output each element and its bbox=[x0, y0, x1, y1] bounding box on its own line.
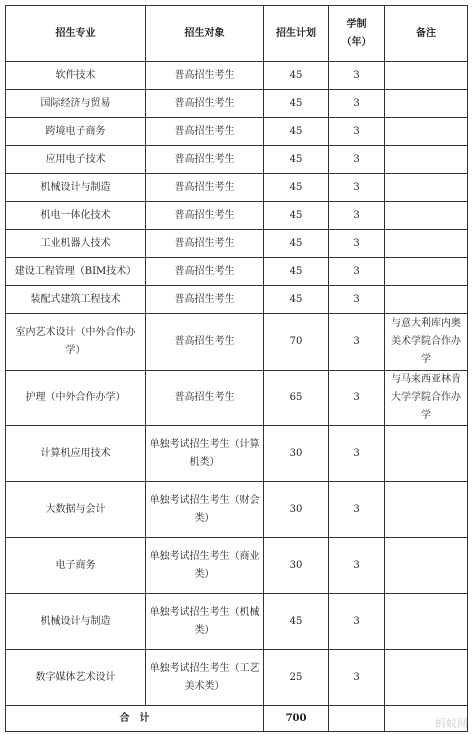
cell-major: 跨境电子商务 bbox=[6, 118, 146, 146]
cell-remark bbox=[385, 258, 468, 286]
enrollment-plan-table bbox=[5, 5, 468, 732]
table-row bbox=[6, 482, 468, 538]
cell-plan: 45 bbox=[264, 258, 329, 286]
table-row bbox=[6, 314, 468, 371]
cell-major: 应用电子技术 bbox=[6, 146, 146, 174]
cell-years: 3 bbox=[329, 482, 385, 538]
cell-plan: 45 bbox=[264, 174, 329, 202]
cell-remark bbox=[385, 482, 468, 538]
cell-remark bbox=[385, 286, 468, 314]
cell-remark bbox=[385, 538, 468, 594]
cell-plan: 70 bbox=[264, 314, 329, 371]
cell-plan: 45 bbox=[264, 202, 329, 230]
total-label: 合 计 bbox=[6, 706, 264, 732]
cell-target: 普高招生考生 bbox=[146, 118, 264, 146]
cell-years: 3 bbox=[329, 286, 385, 314]
cell-major: 软件技术 bbox=[6, 62, 146, 90]
cell-plan: 65 bbox=[264, 371, 329, 426]
cell-target: 普高招生考生 bbox=[146, 230, 264, 258]
header-remark: 备注 bbox=[385, 6, 468, 62]
table-row bbox=[6, 258, 468, 286]
cell-remark bbox=[385, 90, 468, 118]
table-row bbox=[6, 426, 468, 482]
cell-years: 3 bbox=[329, 426, 385, 482]
cell-remark: 与马来西亚林肯大学学院合作办学 bbox=[385, 371, 468, 426]
cell-remark bbox=[385, 594, 468, 650]
cell-major: 计算机应用技术 bbox=[6, 426, 146, 482]
cell-plan: 45 bbox=[264, 286, 329, 314]
table-row bbox=[6, 174, 468, 202]
table-row bbox=[6, 202, 468, 230]
cell-years: 3 bbox=[329, 146, 385, 174]
cell-plan: 45 bbox=[264, 146, 329, 174]
cell-target: 普高招生考生 bbox=[146, 174, 264, 202]
cell-plan: 45 bbox=[264, 230, 329, 258]
cell-target: 单独考试招生考生（商业类） bbox=[146, 538, 264, 594]
cell-plan: 45 bbox=[264, 90, 329, 118]
table-row bbox=[6, 146, 468, 174]
cell-years: 3 bbox=[329, 258, 385, 286]
cell-plan: 30 bbox=[264, 538, 329, 594]
cell-years: 3 bbox=[329, 118, 385, 146]
cell-target: 普高招生考生 bbox=[146, 90, 264, 118]
cell-target: 普高招生考生 bbox=[146, 202, 264, 230]
cell-years: 3 bbox=[329, 62, 385, 90]
table-row bbox=[6, 650, 468, 706]
header-years-line1: 学制 bbox=[346, 18, 367, 30]
cell-years: 3 bbox=[329, 538, 385, 594]
header-target: 招生对象 bbox=[146, 6, 264, 62]
cell-major: 数字媒体艺术设计 bbox=[6, 650, 146, 706]
cell-major: 国际经济与贸易 bbox=[6, 90, 146, 118]
table-row bbox=[6, 118, 468, 146]
cell-years: 3 bbox=[329, 174, 385, 202]
cell-major: 机械设计与制造 bbox=[6, 594, 146, 650]
cell-years: 3 bbox=[329, 90, 385, 118]
cell-major: 护理（中外合作办学） bbox=[6, 371, 146, 426]
cell-target: 普高招生考生 bbox=[146, 146, 264, 174]
table-row bbox=[6, 594, 468, 650]
cell-plan: 25 bbox=[264, 650, 329, 706]
table-row bbox=[6, 371, 468, 426]
cell-remark: 与意大利库内奥美术学院合作办学 bbox=[385, 314, 468, 371]
cell-target: 普高招生考生 bbox=[146, 258, 264, 286]
table-row bbox=[6, 90, 468, 118]
table-row bbox=[6, 538, 468, 594]
table-row bbox=[6, 62, 468, 90]
cell-remark bbox=[385, 202, 468, 230]
table-row bbox=[6, 230, 468, 258]
cell-major: 机电一体化技术 bbox=[6, 202, 146, 230]
cell-target: 普高招生考生 bbox=[146, 371, 264, 426]
cell-target: 单独考试招生考生（工艺美术类） bbox=[146, 650, 264, 706]
cell-remark bbox=[385, 146, 468, 174]
header-plan: 招生计划 bbox=[264, 6, 329, 62]
cell-years: 3 bbox=[329, 230, 385, 258]
cell-plan: 45 bbox=[264, 118, 329, 146]
cell-remark bbox=[385, 650, 468, 706]
header-major: 招生专业 bbox=[6, 6, 146, 62]
cell-target: 单独考试招生考生（机械类） bbox=[146, 594, 264, 650]
cell-major: 机械设计与制造 bbox=[6, 174, 146, 202]
cell-target: 普高招生考生 bbox=[146, 314, 264, 371]
total-plan: 700 bbox=[264, 706, 329, 732]
cell-years: 3 bbox=[329, 650, 385, 706]
watermark-logo: 蚂蚁网 bbox=[435, 717, 468, 730]
cell-remark bbox=[385, 118, 468, 146]
cell-remark bbox=[385, 426, 468, 482]
cell-major: 大数据与会计 bbox=[6, 482, 146, 538]
cell-years: 3 bbox=[329, 594, 385, 650]
cell-major: 装配式建筑工程技术 bbox=[6, 286, 146, 314]
cell-major: 室内艺术设计（中外合作办学） bbox=[6, 314, 146, 371]
cell-years: 3 bbox=[329, 202, 385, 230]
cell-remark bbox=[385, 62, 468, 90]
cell-target: 普高招生考生 bbox=[146, 286, 264, 314]
cell-target: 单独考试招生考生（计算机类） bbox=[146, 426, 264, 482]
cell-plan: 30 bbox=[264, 426, 329, 482]
cell-remark bbox=[385, 230, 468, 258]
cell-plan: 30 bbox=[264, 482, 329, 538]
cell-plan: 45 bbox=[264, 594, 329, 650]
cell-major: 建设工程管理（BIM技术） bbox=[6, 258, 146, 286]
cell-major: 工业机器人技术 bbox=[6, 230, 146, 258]
cell-years: 3 bbox=[329, 314, 385, 371]
header-years bbox=[329, 6, 385, 62]
total-row bbox=[6, 706, 468, 732]
table-row bbox=[6, 286, 468, 314]
cell-plan: 45 bbox=[264, 62, 329, 90]
total-years bbox=[329, 706, 385, 732]
table-header-row bbox=[6, 6, 468, 62]
header-years-line2: （年） bbox=[341, 36, 372, 48]
cell-remark bbox=[385, 174, 468, 202]
cell-major: 电子商务 bbox=[6, 538, 146, 594]
cell-target: 单独考试招生考生（财会类） bbox=[146, 482, 264, 538]
cell-target: 普高招生考生 bbox=[146, 62, 264, 90]
cell-years: 3 bbox=[329, 371, 385, 426]
